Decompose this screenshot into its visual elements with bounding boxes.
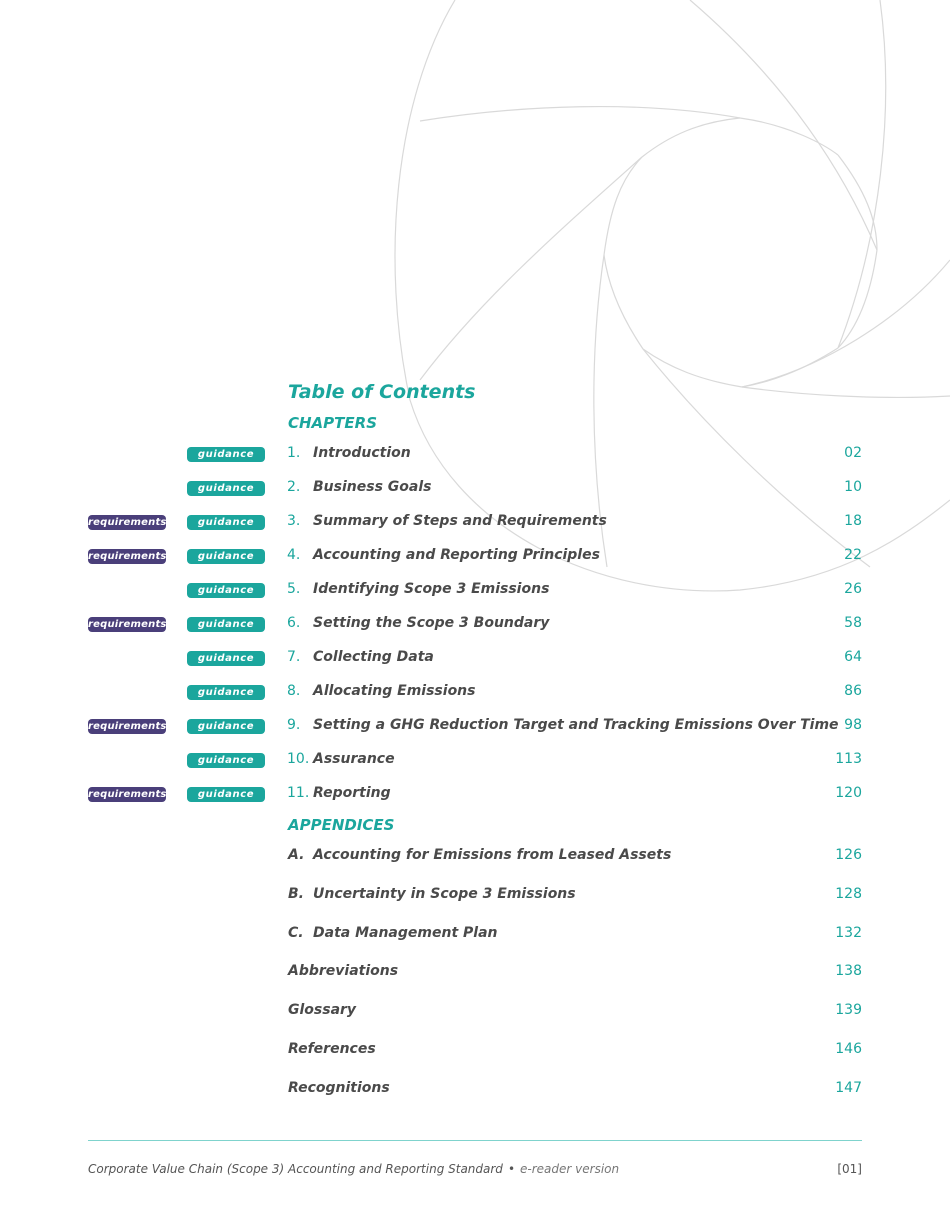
back-matter-page[interactable]: 138 (835, 963, 862, 979)
chapter-number: 2. (287, 479, 301, 495)
back-matter-row[interactable] (0, 1039, 950, 1063)
chapter-page[interactable]: 120 (835, 785, 862, 801)
appendix-row[interactable] (0, 845, 950, 869)
requirements-tag[interactable]: requirements (88, 517, 167, 528)
appendices-heading: APPENDICES (288, 816, 395, 834)
aperture-inner-b (642, 118, 740, 157)
footer-document-title: Corporate Value Chain (Scope 3) Accounting and Reporting Standard (88, 1162, 503, 1176)
aperture-blade-1 (420, 107, 740, 121)
aperture-outer-circle (395, 0, 950, 591)
guidance-tag[interactable]: guidance (187, 583, 265, 598)
chapter-title[interactable]: Setting a GHG Reduction Target and Tracking Emissions Over Time (313, 717, 839, 733)
back-matter-row[interactable] (0, 1078, 950, 1102)
requirements-tag[interactable]: requirements (88, 789, 167, 800)
guidance-tag[interactable]: guidance (187, 651, 265, 666)
chapter-page[interactable]: 02 (844, 445, 862, 461)
chapter-page[interactable]: 26 (844, 581, 862, 597)
aperture-inner-c (740, 118, 838, 155)
chapter-page[interactable]: 113 (835, 751, 862, 767)
appendix-page[interactable]: 126 (835, 847, 862, 863)
chapter-page[interactable]: 18 (844, 513, 862, 529)
aperture-blade-5 (742, 387, 950, 397)
aperture-inner-g (643, 349, 742, 387)
footer-page-number: [01] (837, 1162, 862, 1176)
chapter-title[interactable]: Identifying Scope 3 Emissions (313, 581, 550, 597)
chapter-title[interactable]: Setting the Scope 3 Boundary (313, 615, 550, 631)
chapter-number: 7. (287, 649, 301, 665)
chapter-number: 9. (287, 717, 301, 733)
chapter-title[interactable]: Introduction (313, 445, 411, 461)
requirements-tag[interactable]: requirements (88, 721, 167, 732)
chapter-row[interactable] (0, 579, 950, 603)
guidance-tag[interactable]: guidance (187, 515, 265, 530)
requirements-tag[interactable]: requirements (88, 551, 167, 562)
aperture-blade-8 (420, 157, 642, 380)
chapter-title[interactable]: Allocating Emissions (313, 683, 476, 699)
chapter-number: 6. (287, 615, 301, 631)
chapter-page[interactable]: 86 (844, 683, 862, 699)
back-matter-title[interactable]: Recognitions (288, 1080, 390, 1096)
chapter-title[interactable]: Accounting and Reporting Principles (313, 547, 600, 563)
back-matter-page[interactable]: 147 (835, 1080, 862, 1096)
chapter-page[interactable]: 22 (844, 547, 862, 563)
chapter-row[interactable] (0, 613, 950, 637)
back-matter-page[interactable]: 146 (835, 1041, 862, 1057)
aperture-inner-e (838, 250, 877, 348)
aperture-inner-h (604, 255, 643, 349)
chapter-row[interactable] (0, 545, 950, 569)
aperture-inner-d (838, 155, 877, 250)
chapter-row[interactable] (0, 477, 950, 501)
footer-version: e-reader version (520, 1162, 620, 1176)
chapter-row[interactable] (0, 647, 950, 671)
appendix-letter: B. (288, 886, 304, 902)
footer-document-info (88, 1162, 619, 1176)
guidance-tag[interactable]: guidance (187, 787, 265, 802)
chapter-page[interactable]: 58 (844, 615, 862, 631)
aperture-blade-3 (838, 0, 886, 348)
chapter-title[interactable]: Business Goals (313, 479, 432, 495)
footer-separator: • (507, 1162, 516, 1176)
chapter-row[interactable] (0, 749, 950, 773)
toc-title: Table of Contents (288, 381, 476, 403)
chapter-number: 5. (287, 581, 301, 597)
guidance-tag[interactable]: guidance (187, 719, 265, 734)
chapter-row[interactable] (0, 715, 950, 739)
chapter-number: 3. (287, 513, 301, 529)
appendix-page[interactable]: 132 (835, 925, 862, 941)
chapter-number: 4. (287, 547, 301, 563)
guidance-tag[interactable]: guidance (187, 617, 265, 632)
guidance-tag[interactable]: guidance (187, 685, 265, 700)
chapter-title[interactable]: Reporting (313, 785, 391, 801)
chapter-number: 1. (287, 445, 301, 461)
chapter-number: 8. (287, 683, 301, 699)
guidance-tag[interactable]: guidance (187, 753, 265, 768)
chapter-page[interactable]: 10 (844, 479, 862, 495)
appendix-row[interactable] (0, 884, 950, 908)
chapter-page[interactable]: 98 (844, 717, 862, 733)
chapter-row[interactable] (0, 511, 950, 535)
guidance-tag[interactable]: guidance (187, 447, 265, 462)
back-matter-page[interactable]: 139 (835, 1002, 862, 1018)
aperture-blade-4 (742, 260, 950, 387)
aperture-inner-a (604, 157, 642, 255)
appendix-letter: A. (288, 847, 305, 863)
footer-divider (88, 1140, 862, 1141)
aperture-inner-f (742, 348, 838, 387)
appendix-title[interactable]: Data Management Plan (313, 925, 498, 941)
chapter-title[interactable]: Summary of Steps and Requirements (313, 513, 607, 529)
guidance-tag[interactable]: guidance (187, 549, 265, 564)
appendix-page[interactable]: 128 (835, 886, 862, 902)
chapter-page[interactable]: 64 (844, 649, 862, 665)
chapter-row[interactable] (0, 681, 950, 705)
chapter-number: 10. (287, 751, 310, 767)
chapter-title[interactable]: Collecting Data (313, 649, 434, 665)
chapter-title[interactable]: Assurance (313, 751, 395, 767)
chapters-heading: CHAPTERS (288, 414, 377, 432)
appendix-title[interactable]: Accounting for Emissions from Leased Assets (313, 847, 672, 863)
back-matter-title[interactable]: Glossary (288, 1002, 357, 1018)
appendix-row[interactable] (0, 923, 950, 947)
appendix-letter: C. (288, 925, 304, 941)
back-matter-title[interactable]: References (288, 1041, 376, 1057)
requirements-tag[interactable]: requirements (88, 619, 167, 630)
back-matter-row[interactable] (0, 961, 950, 985)
guidance-tag[interactable]: guidance (187, 481, 265, 496)
back-matter-title[interactable]: Abbreviations (288, 963, 399, 979)
chapter-row[interactable] (0, 783, 950, 807)
back-matter-row[interactable] (0, 1000, 950, 1024)
chapter-number: 11. (287, 785, 310, 801)
aperture-blade-2 (690, 0, 877, 250)
appendix-title[interactable]: Uncertainty in Scope 3 Emissions (313, 886, 576, 902)
chapter-row[interactable] (0, 443, 950, 467)
